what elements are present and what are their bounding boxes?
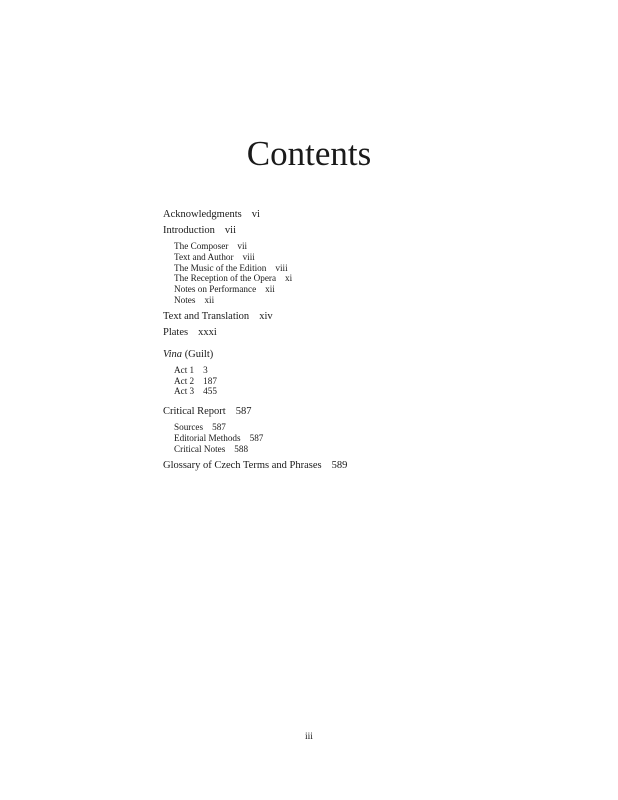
toc-entry-label: Text and Translation [163,310,250,322]
toc-subentry-act-3[interactable] [163,386,523,397]
toc-subentry-page: 587 [249,432,264,443]
toc-entry-glossary[interactable] [163,459,523,473]
toc-subentry-label: Act 1 [174,364,195,375]
toc-subentry-label: Notes [174,294,196,305]
toc-subentry-sources[interactable] [163,422,523,433]
toc-entry-page: xxxi [198,326,217,338]
toc-subentry-page: viii [275,262,288,273]
toc-entry-acknowledgments[interactable] [163,208,523,222]
toc-subentry-label: Critical Notes [174,443,226,454]
toc-entry-page: vii [224,225,236,236]
toc-subentry-label: Text and Author [174,251,234,262]
toc-subentry-performance[interactable] [163,284,523,295]
toc-subentry-text-author[interactable] [163,252,523,263]
toc-entry-label: Critical Report [163,406,226,418]
toc-subentry-label: The Composer [174,241,229,251]
toc-subentry-act-1[interactable] [163,365,523,376]
toc-subentry-music-edition[interactable] [163,263,523,274]
toc-subentry-label: Notes on Performance [174,284,257,295]
toc-sublist-introduction [163,241,523,306]
toc-entry-page: 587 [235,406,252,418]
toc-subentry-composer[interactable] [163,241,523,252]
toc-entry-label: Introduction [163,225,215,236]
toc-subentry-label: Sources [174,422,204,433]
toc-subentry-page: 187 [203,375,217,386]
page-title: Contents [246,134,372,173]
toc-subentry-reception[interactable] [163,273,523,284]
page-number: iii [305,732,313,742]
toc-entry-label: Plates [163,326,189,338]
toc-subentry-notes[interactable] [163,295,523,306]
toc-subentry-page: vii [237,241,248,251]
toc-sublist-critical-report [163,422,523,454]
toc-entry-page: xiv [259,310,273,322]
toc-entry-label: Glossary of Czech Terms and Phrases [163,459,322,471]
toc-subentry-critical-notes[interactable] [163,444,523,455]
toc-entry-critical-report[interactable] [163,405,523,419]
toc-subentry-page: viii [242,251,255,262]
toc-entry-text-translation[interactable] [163,310,523,324]
toc-subentry-page: 455 [203,386,217,397]
toc-subentry-label: Act 2 [174,375,195,386]
toc-subentry-page: xi [285,273,293,284]
toc-entry-page: vi [251,209,260,220]
toc-entry-label: Acknowledgments [163,209,242,220]
toc-sublist-opera [163,365,523,397]
toc-subentry-editorial-methods[interactable] [163,433,523,444]
toc-entry-introduction[interactable] [163,224,523,238]
toc-subentry-label: Editorial Methods [174,432,241,443]
toc-opera-title-rest: (Guilt) [182,348,214,360]
toc-subentry-label: The Music of the Edition [174,262,267,273]
toc-entry-opera[interactable] [163,348,523,362]
toc-entry-page: 589 [331,459,348,471]
toc-subentry-page: 588 [234,443,249,454]
toc-subentry-page: xii [265,284,275,295]
toc-subentry-page: 587 [212,422,226,433]
toc-opera-title-italic: Vina [163,348,183,360]
table-of-contents [163,208,523,473]
toc-subentry-act-2[interactable] [163,376,523,387]
toc-entry-plates[interactable] [163,326,523,340]
toc-subentry-page: 3 [203,364,208,375]
toc-subentry-label: Act 3 [174,386,195,397]
toc-subentry-page: xii [204,294,215,305]
toc-subentry-label: The Reception of the Opera [174,273,277,284]
